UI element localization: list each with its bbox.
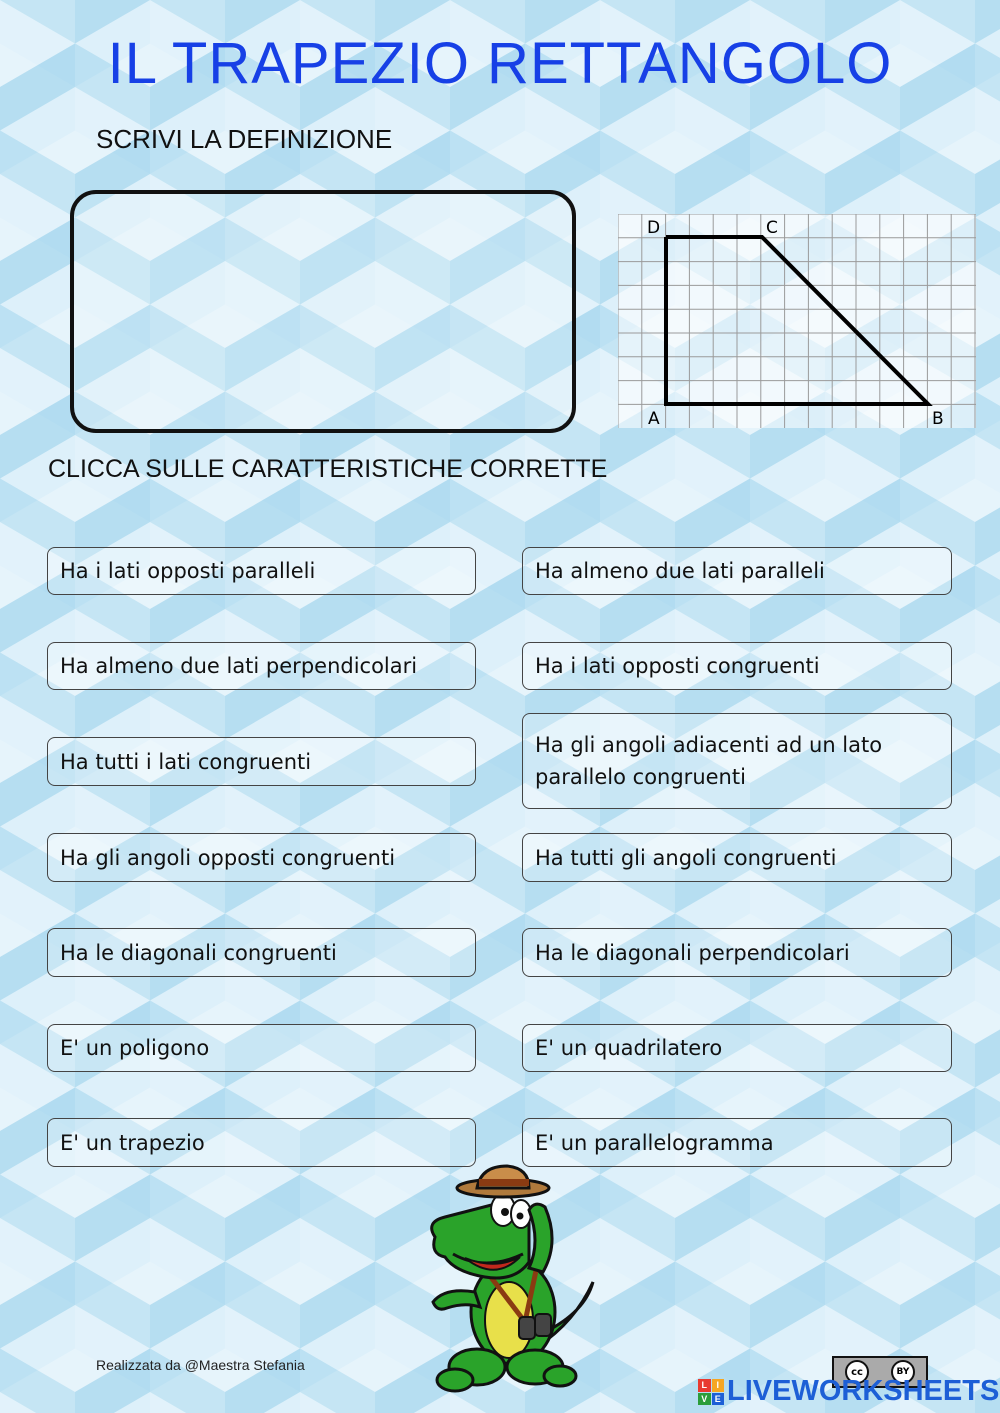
option-right-1[interactable] [522,547,952,595]
option-right-3[interactable] [522,713,952,809]
option-label: Ha gli angoli adiacenti ad un lato parallelo congruenti [535,733,883,789]
option-label: Ha almeno due lati perpendicolari [60,654,418,678]
author-credit: Realizzata da @Maestra Stefania [96,1357,305,1373]
option-label: E' un trapezio [60,1130,205,1155]
option-label: E' un poligono [60,1036,210,1060]
vertex-label-a: A [648,409,660,428]
option-left-7[interactable] [47,1118,476,1167]
option-left-6[interactable] [47,1024,476,1072]
option-label: E' un quadrilatero [535,1036,723,1060]
cc-icon: cc [845,1360,869,1384]
option-label: Ha i lati opposti paralleli [60,559,316,583]
definition-input-box[interactable] [70,190,576,433]
definition-heading: SCRIVI LA DEFINIZIONE [96,124,393,154]
option-left-1[interactable] [47,547,476,595]
option-right-2[interactable] [522,642,952,690]
liveworksheets-logo-icon [698,1379,724,1405]
choice-heading: CLICCA SULLE CARATTERISTICHE CORRETTE [48,455,608,483]
option-label: Ha i lati opposti congruenti [535,654,820,678]
logo-letter-v: V [698,1393,711,1406]
option-right-6[interactable] [522,1024,952,1072]
page-title: IL TRAPEZIO RETTANGOLO [107,31,893,96]
vertex-label-d: D [647,218,661,238]
option-right-4[interactable] [522,833,952,882]
option-left-4[interactable] [47,833,476,882]
option-label: Ha gli angoli opposti congruenti [60,845,396,870]
option-label: Ha tutti i lati congruenti [60,749,312,774]
option-left-5[interactable] [47,928,476,977]
option-label: Ha le diagonali congruenti [60,940,337,965]
option-label: Ha almeno due lati paralleli [535,559,825,583]
liveworksheets-brand: LIVEWORKSHEETS [727,1375,1000,1407]
option-right-7[interactable] [522,1118,952,1167]
vertex-label-b: B [932,409,944,428]
option-left-2[interactable] [47,642,476,690]
crocodile-explorer-mascot-icon [425,1162,600,1402]
by-icon: BY [891,1360,915,1384]
option-left-3[interactable] [47,737,476,786]
option-label: Ha le diagonali perpendicolari [535,940,850,965]
definition-textarea[interactable] [74,194,572,429]
trapezoid-figure [618,214,976,428]
option-label: E' un parallelogramma [535,1130,774,1155]
option-label: Ha tutti gli angoli congruenti [535,845,837,870]
logo-letter-l: L [698,1379,711,1392]
option-right-5[interactable] [522,928,952,977]
logo-letter-e: E [712,1393,725,1406]
vertex-label-c: C [766,218,778,238]
logo-letter-i: I [712,1379,725,1392]
